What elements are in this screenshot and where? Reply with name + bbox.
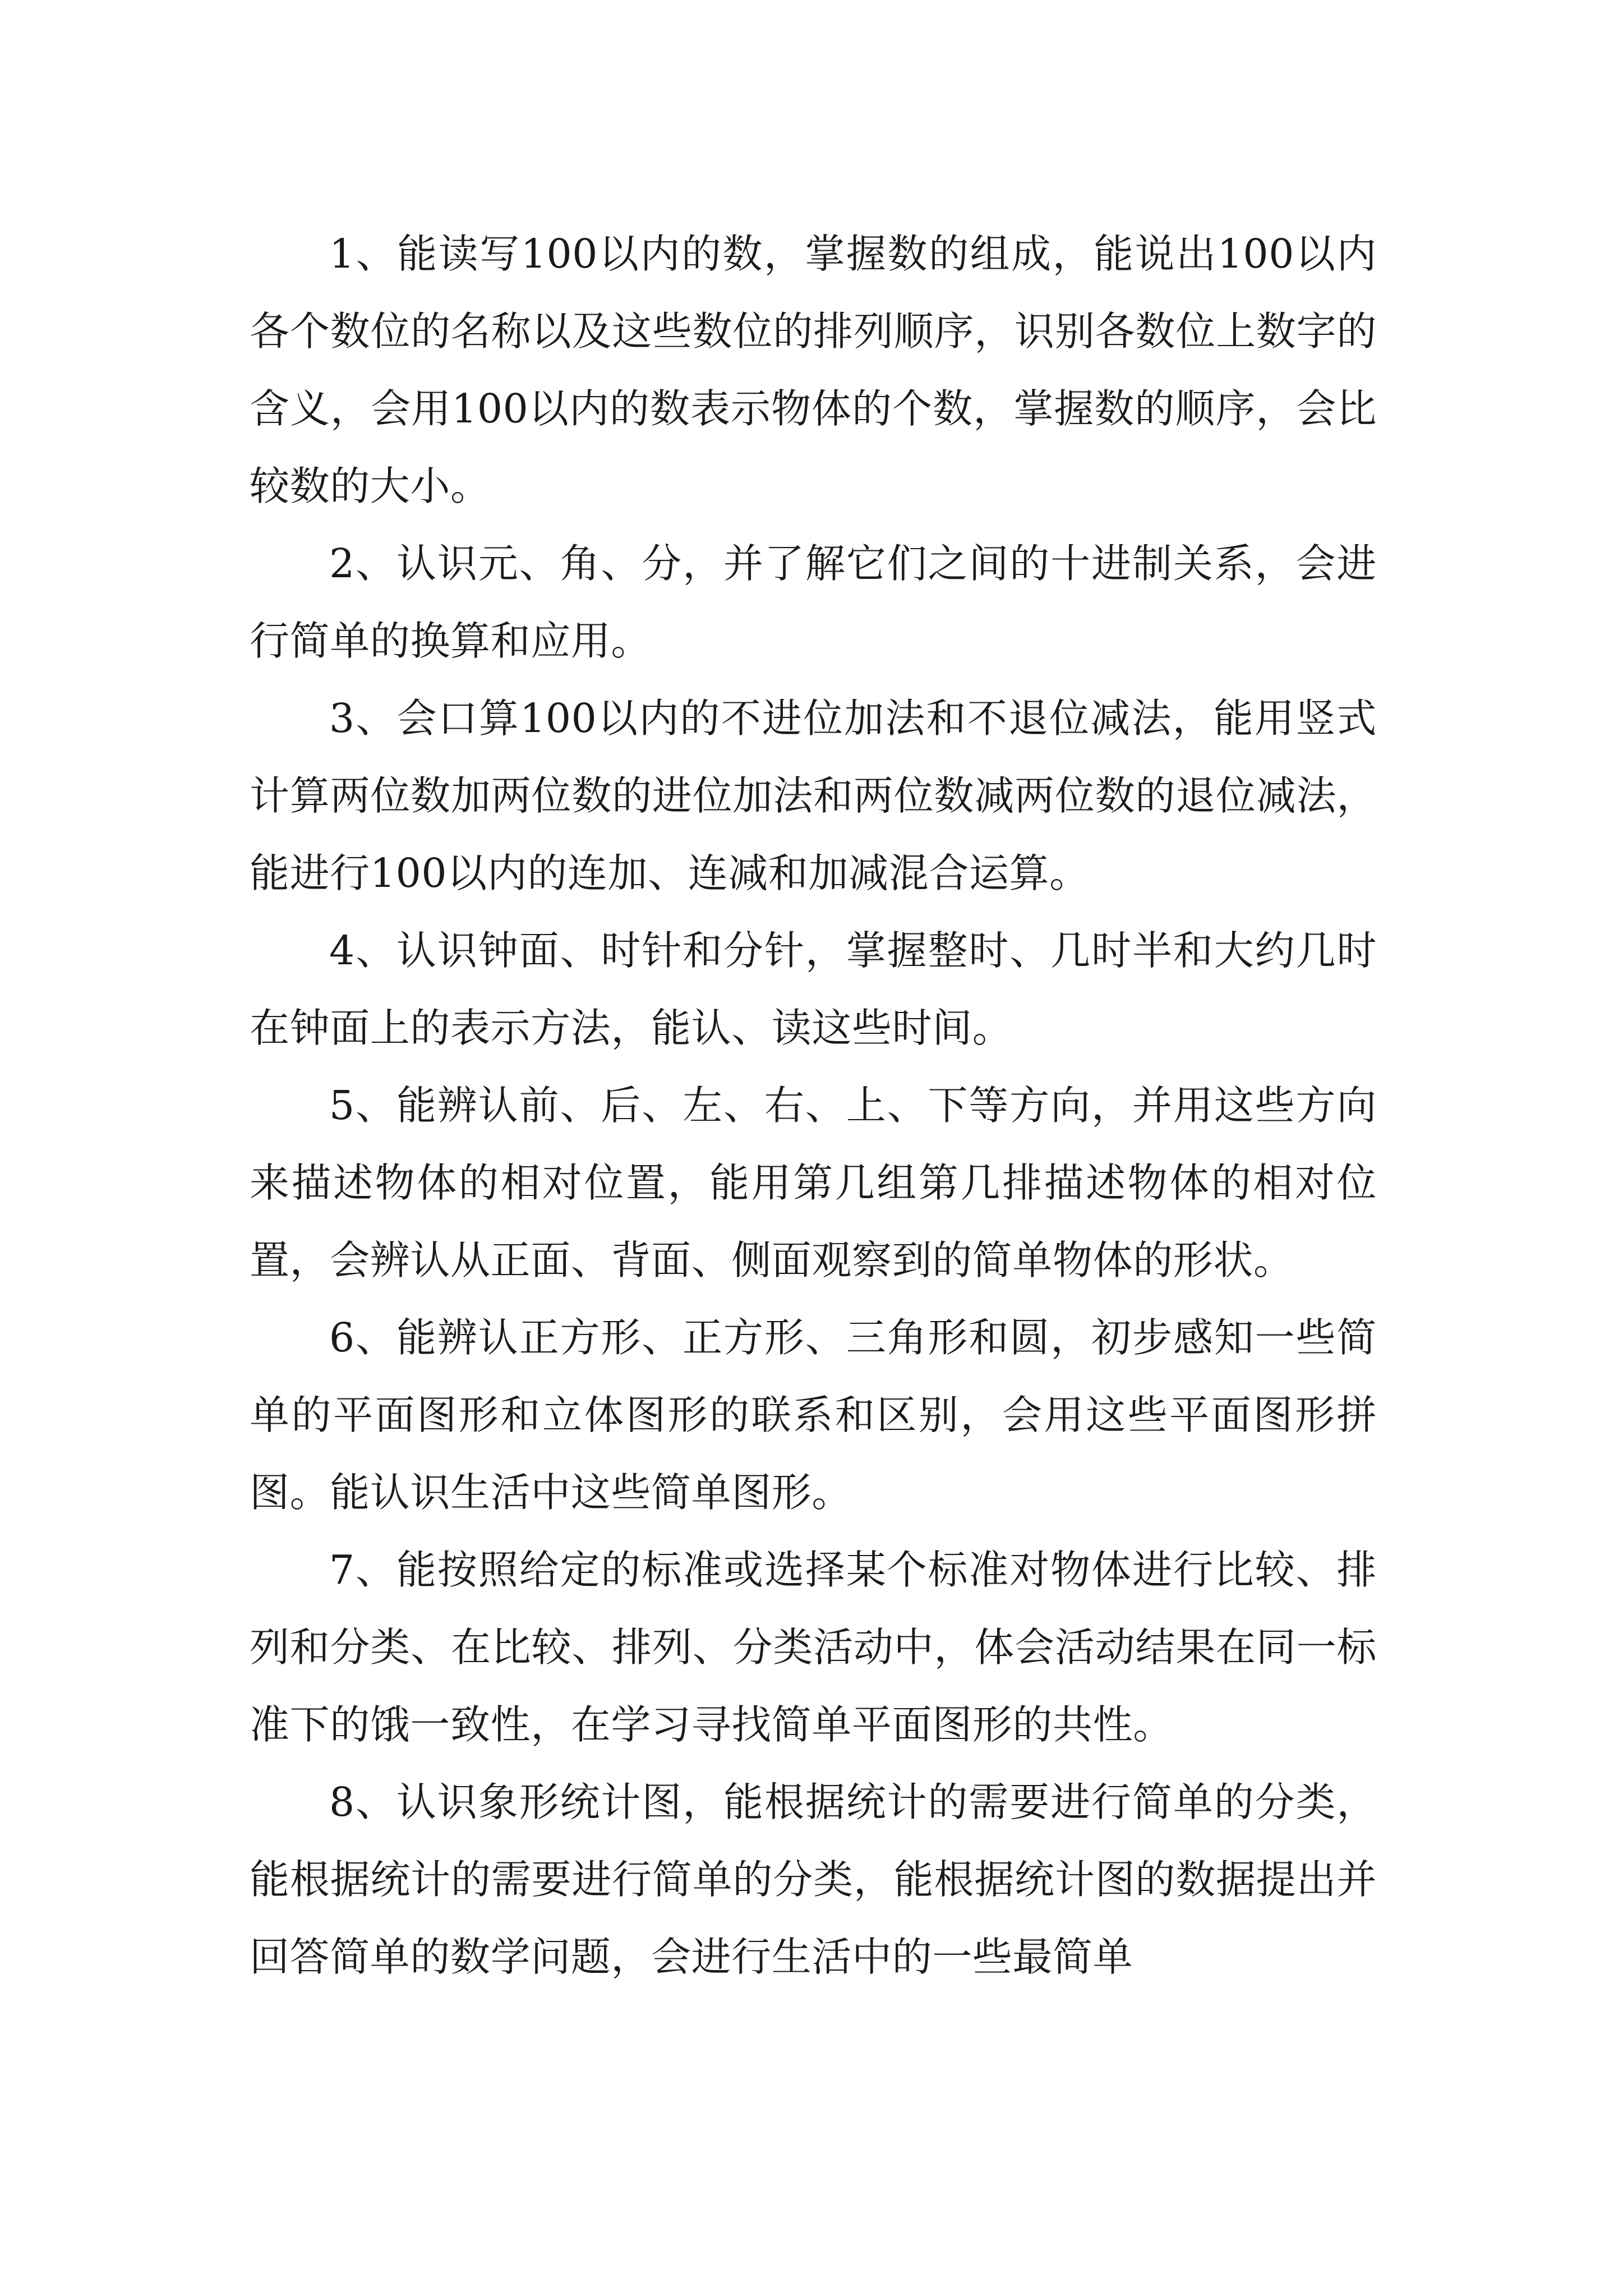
paragraph-8: 8、认识象形统计图，能根据统计的需要进行简单的分类，能根据统计的需要进行简单的分类，能根据统计图的数据提出并回答简单的数学问题，会进行生活中的一些最简单 xyxy=(250,1779,1377,1980)
document-body xyxy=(250,215,1377,1996)
paragraph-5: 5、能辨认前、后、左、右、上、下等方向，并用这些方向来描述物体的相对位置，能用第几组第几排描述物体的相对位置，会辨认从正面、背面、侧面观察到的简单物体的形状。 xyxy=(250,1082,1377,1283)
paragraph-3: 3、会口算100以内的不进位加法和不退位减法，能用竖式计算两位数加两位数的进位加法和两位数减两位数的退位减法，能进行100以内的连加、连减和加减混合运算。 xyxy=(250,695,1377,896)
paragraph-6: 6、能辨认正方形、正方形、三角形和圆，初步感知一些简单的平面图形和立体图形的联系和区别，会用这些平面图形拼图。能认识生活中这些简单图形。 xyxy=(250,1314,1377,1516)
paragraph-7: 7、能按照给定的标准或选择某个标准对物体进行比较、排列和分类、在比较、排列、分类活动中，体会活动结果在同一标准下的饿一致性，在学习寻找简单平面图形的共性。 xyxy=(250,1547,1377,1748)
paragraph-1: 1、能读写100以内的数，掌握数的组成，能说出100以内各个数位的名称以及这些数位的排列顺序，识别各数位上数字的含义，会用100以内的数表示物体的个数，掌握数的顺序，会比较数的大小。 xyxy=(250,231,1377,509)
paragraph-4: 4、认识钟面、时针和分针，掌握整时、几时半和大约几时在钟面上的表示方法，能认、读这些时间。 xyxy=(250,927,1377,1051)
paragraph-2: 2、认识元、角、分，并了解它们之间的十进制关系，会进行简单的换算和应用。 xyxy=(250,540,1377,664)
